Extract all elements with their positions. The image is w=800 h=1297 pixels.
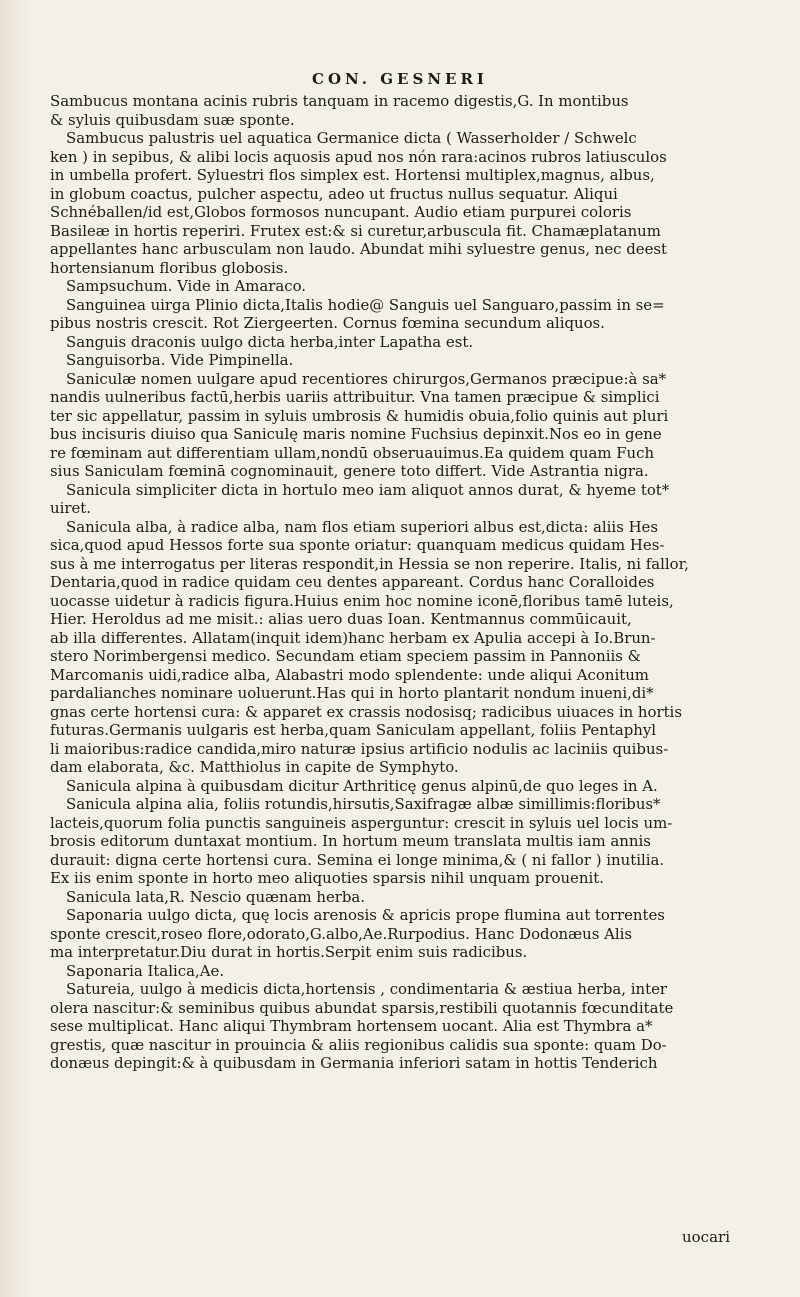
text-line: uocasse uidetur à radicis figura.Huius enim hoc nomine iconē,floribus tamē luteis,: [50, 591, 674, 610]
text-line: Saponaria uulgo dicta, quę locis arenosis & apricis prope flumina aut torrentes: [66, 906, 665, 924]
text-line: in globum coactus, pulcher aspectu, adeo ut fructus nullus sequatur. Aliqui: [50, 184, 618, 203]
text-line: Sampsuchum. Vide in Amaraco.: [66, 277, 307, 295]
text-line: ken ) in sepibus, & alibi locis aquosis apud nos nón rara:acinos rubros latiusculos: [50, 147, 667, 166]
text-line: Sanicula alba, à radice alba, nam flos etiam superiori albus est,dicta: aliis Hes: [66, 517, 659, 536]
running-head: CON. GESNERI: [312, 70, 488, 88]
text-line: sponte crescit,roseo flore,odorato,G.albo,Ae.Rurpodius. Hanc Dodonæus Alis: [50, 924, 632, 943]
text-line: stero Norimbergensi medico. Secundam etiam speciem passim in Pannoniis &: [50, 647, 641, 665]
text-line: Schnéballen/id est,Globos formosos nuncupant. Audio etiam purpurei coloris: [50, 203, 632, 221]
text-line: donæus depingit:& à quibusdam in Germania inferiori satam in hottis Tenderich: [50, 1054, 658, 1072]
text-line: uiret.: [50, 499, 92, 517]
text-line: sus à me interrogatus per literas respondit,in Hessia se non reperire. Italis, ni fallor,: [50, 554, 689, 573]
text-line: Saniculæ nomen uulgare apud recentiores chirurgos,Germanos præcipue:à sa*: [66, 369, 667, 388]
text-line: durauit: digna certe hortensi cura. Semina ei longe minima,& ( ni fallor ) inutilia.: [50, 850, 665, 869]
text-line: pibus nostris crescit. Rot Ziergeerten. Cornus fœmina secundum aliquos.: [50, 314, 605, 332]
text-line: Basileæ in hortis reperiri. Frutex est:& si curetur,arbuscula fit. Chamæplatanum: [50, 221, 661, 240]
text-line: pardalianches nominare uoluerunt.Has qui in horto plantarit nondum inueni,di*: [50, 684, 654, 702]
text-line: Sanicula lata,R. Nescio quænam herba.: [66, 887, 366, 906]
text-line: Sanguinea uirga Plinio dicta,Italis hodie@ Sanguis uel Sanguaro,passim in se=: [66, 295, 665, 314]
text-line: Marcomanis uidi,radice alba, Alabastri modo splendente: unde aliqui Aconitum: [50, 665, 649, 684]
text-line: futuras.Germanis uulgaris est herba,quam Saniculam appellant, foliis Pentaphyl: [50, 721, 656, 739]
text-line: dam elaborata, &c. Matthiolus in capite de Symphyto.: [50, 758, 459, 776]
text-line: nandis uulneribus factū,herbis uariis attribuitur. Vna tamen præcipue & simplici: [50, 388, 660, 406]
text-line: re fœminam aut differentiam ullam,nondū obseruauimus.Ea quidem quam Fuch: [50, 443, 655, 462]
text-line: Saponaria Italica,Ae.: [66, 961, 225, 980]
text-line: Sanicula simpliciter dicta in hortulo meo iam aliquot annos durat, & hyeme tot*: [66, 480, 670, 499]
catchword: uocari: [681, 1228, 730, 1246]
text-line: Dentaria,quod in radice quidam ceu dentes appareant. Cordus hanc Coralloides: [50, 573, 655, 591]
text-line: li maioribus:radice candida,miro naturæ ipsius artificio nodulis ac laciniis quibus-: [50, 739, 669, 758]
page-fold-shadow: [0, 0, 30, 1297]
text-line: Sanicula alpina à quibusdam dicitur Arthriticę genus alpinū,de quo leges in A.: [66, 776, 658, 795]
text-line: hortensianum floribus globosis.: [50, 258, 289, 277]
text-line: ter sic appellatur, passim in syluis umbrosis & humidis obuia,folio quinis aut pluri: [50, 406, 669, 425]
text-line: sese multiplicat. Hanc aliqui Thymbram hortensem uocant. Alia est Thymbra a*: [50, 1017, 653, 1035]
text-line: ma interpretatur.Diu durat in hortis.Serpit enim suis radicibus.: [50, 943, 528, 961]
text-line: Sanicula alpina alia, foliis rotundis,hirsutis,Saxifragæ albæ simillimis:floribus*: [66, 795, 661, 813]
text-line: lacteis,quorum folia punctis sanguineis asperguntur: crescit in syluis uel locis um-: [50, 813, 673, 832]
text-line: gnas certe hortensi cura: & apparet ex crassis nodosisq; radicibus uiuaces in hortis: [50, 702, 682, 721]
text-line: sica,quod apud Hessos forte sua sponte oriatur: quanquam medicus quidam Hes-: [50, 536, 665, 554]
text-line: Sanguis draconis uulgo dicta herba,inter Lapatha est.: [66, 332, 474, 351]
text-block: [50, 92, 766, 1073]
text-line: bus incisuris diuiso qua Saniculę maris nomine Fuchsius depinxit.Nos eo in gene: [50, 425, 662, 443]
text-line: Satureia, uulgo à medicis dicta,hortensis , condimentaria & æstiua herba, inter: [66, 980, 668, 998]
text-line: Sambucus montana acinis rubris tanquam in racemo digestis,G. In montibus: [50, 92, 629, 110]
text-line: Hier. Heroldus ad me misit.: alias uero duas Ioan. Kentmannus commūicauit,: [50, 610, 632, 628]
text-line: ab illa differentes. Allatam(inquit idem)hanc herbam ex Apulia accepi à Io.Brun-: [50, 628, 656, 647]
text-line: sius Saniculam fœminā cognominauit, genere toto differt. Vide Astrantia nigra.: [50, 462, 649, 480]
text-line: brosis editorum duntaxat montium. In hortum meum translata multis iam annis: [50, 832, 651, 850]
text-line: Sambucus palustris uel aquatica Germanice dicta ( Wasserholder / Schwelc: [66, 129, 637, 147]
text-line: Sanguisorba. Vide Pimpinella.: [66, 351, 294, 369]
text-line: & syluis quibusdam suæ sponte.: [50, 110, 295, 129]
text-line: Ex iis enim sponte in horto meo aliquoties sparsis nihil unquam prouenit.: [50, 869, 604, 887]
text-line: olera nascitur:& seminibus quibus abundat sparsis,restibili quotannis fœcunditate: [50, 998, 674, 1017]
text-line: grestis, quæ nascitur in prouincia & aliis regionibus calidis sua sponte: quam Do-: [50, 1035, 667, 1054]
text-line: appellantes hanc arbusculam non laudo. Abundat mihi syluestre genus, nec deest: [50, 240, 668, 258]
text-line: in umbella profert. Syluestri flos simplex est. Hortensi multiplex,magnus, albus,: [50, 166, 655, 184]
